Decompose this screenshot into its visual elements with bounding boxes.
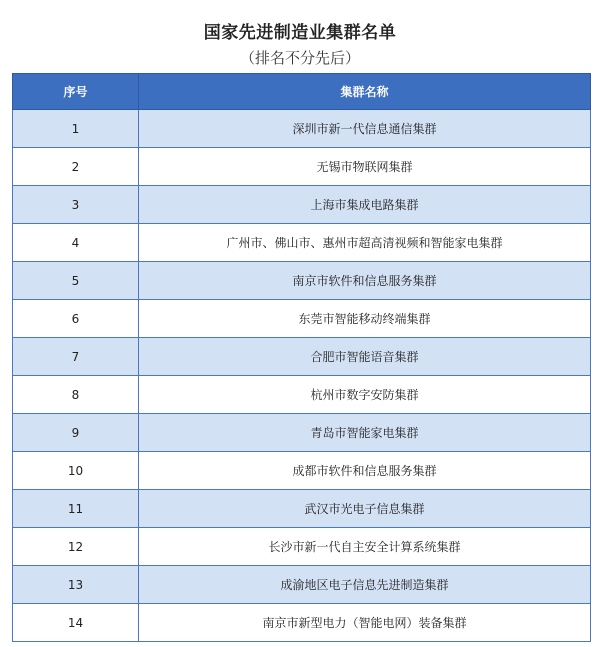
row-cluster-name: 武汉市光电子信息集群 [139,490,591,528]
row-index: 12 [13,528,139,566]
row-index: 3 [13,186,139,224]
table-row [13,338,591,376]
row-index: 1 [13,110,139,148]
page-subtitle: （排名不分先后） [239,49,360,67]
row-index: 6 [13,300,139,338]
table-row [13,224,591,262]
table-row [13,490,591,528]
row-cluster-name: 青岛市智能家电集群 [139,414,591,452]
table-row [13,262,591,300]
row-cluster-name: 长沙市新一代自主安全计算系统集群 [139,528,591,566]
row-cluster-name: 杭州市数字安防集群 [139,376,591,414]
row-index: 9 [13,414,139,452]
row-cluster-name: 南京市新型电力（智能电网）装备集群 [139,604,591,642]
table-row [13,186,591,224]
cluster-table [12,73,591,642]
table-header-row [13,74,591,110]
row-index: 5 [13,262,139,300]
row-index: 10 [13,452,139,490]
table-row [13,528,591,566]
row-cluster-name: 南京市软件和信息服务集群 [139,262,591,300]
row-index: 7 [13,338,139,376]
row-cluster-name: 上海市集成电路集群 [139,186,591,224]
row-cluster-name: 合肥市智能语音集群 [139,338,591,376]
table-row [13,414,591,452]
table-row [13,376,591,414]
table-row [13,300,591,338]
row-index: 14 [13,604,139,642]
table-row [13,566,591,604]
column-header-name: 集群名称 [139,74,591,110]
row-index: 11 [13,490,139,528]
row-cluster-name: 广州市、佛山市、惠州市超高清视频和智能家电集群 [139,224,591,262]
table-row [13,148,591,186]
row-cluster-name: 成渝地区电子信息先进制造集群 [139,566,591,604]
table-row [13,110,591,148]
row-cluster-name: 无锡市物联网集群 [139,148,591,186]
row-cluster-name: 成都市软件和信息服务集群 [139,452,591,490]
row-index: 2 [13,148,139,186]
row-index: 4 [13,224,139,262]
row-cluster-name: 深圳市新一代信息通信集群 [139,110,591,148]
column-header-index: 序号 [13,74,139,110]
table-row [13,604,591,642]
row-index: 8 [13,376,139,414]
row-cluster-name: 东莞市智能移动终端集群 [139,300,591,338]
page-title: 国家先进制造业集群名单 [203,23,397,43]
row-index: 13 [13,566,139,604]
table-row [13,452,591,490]
